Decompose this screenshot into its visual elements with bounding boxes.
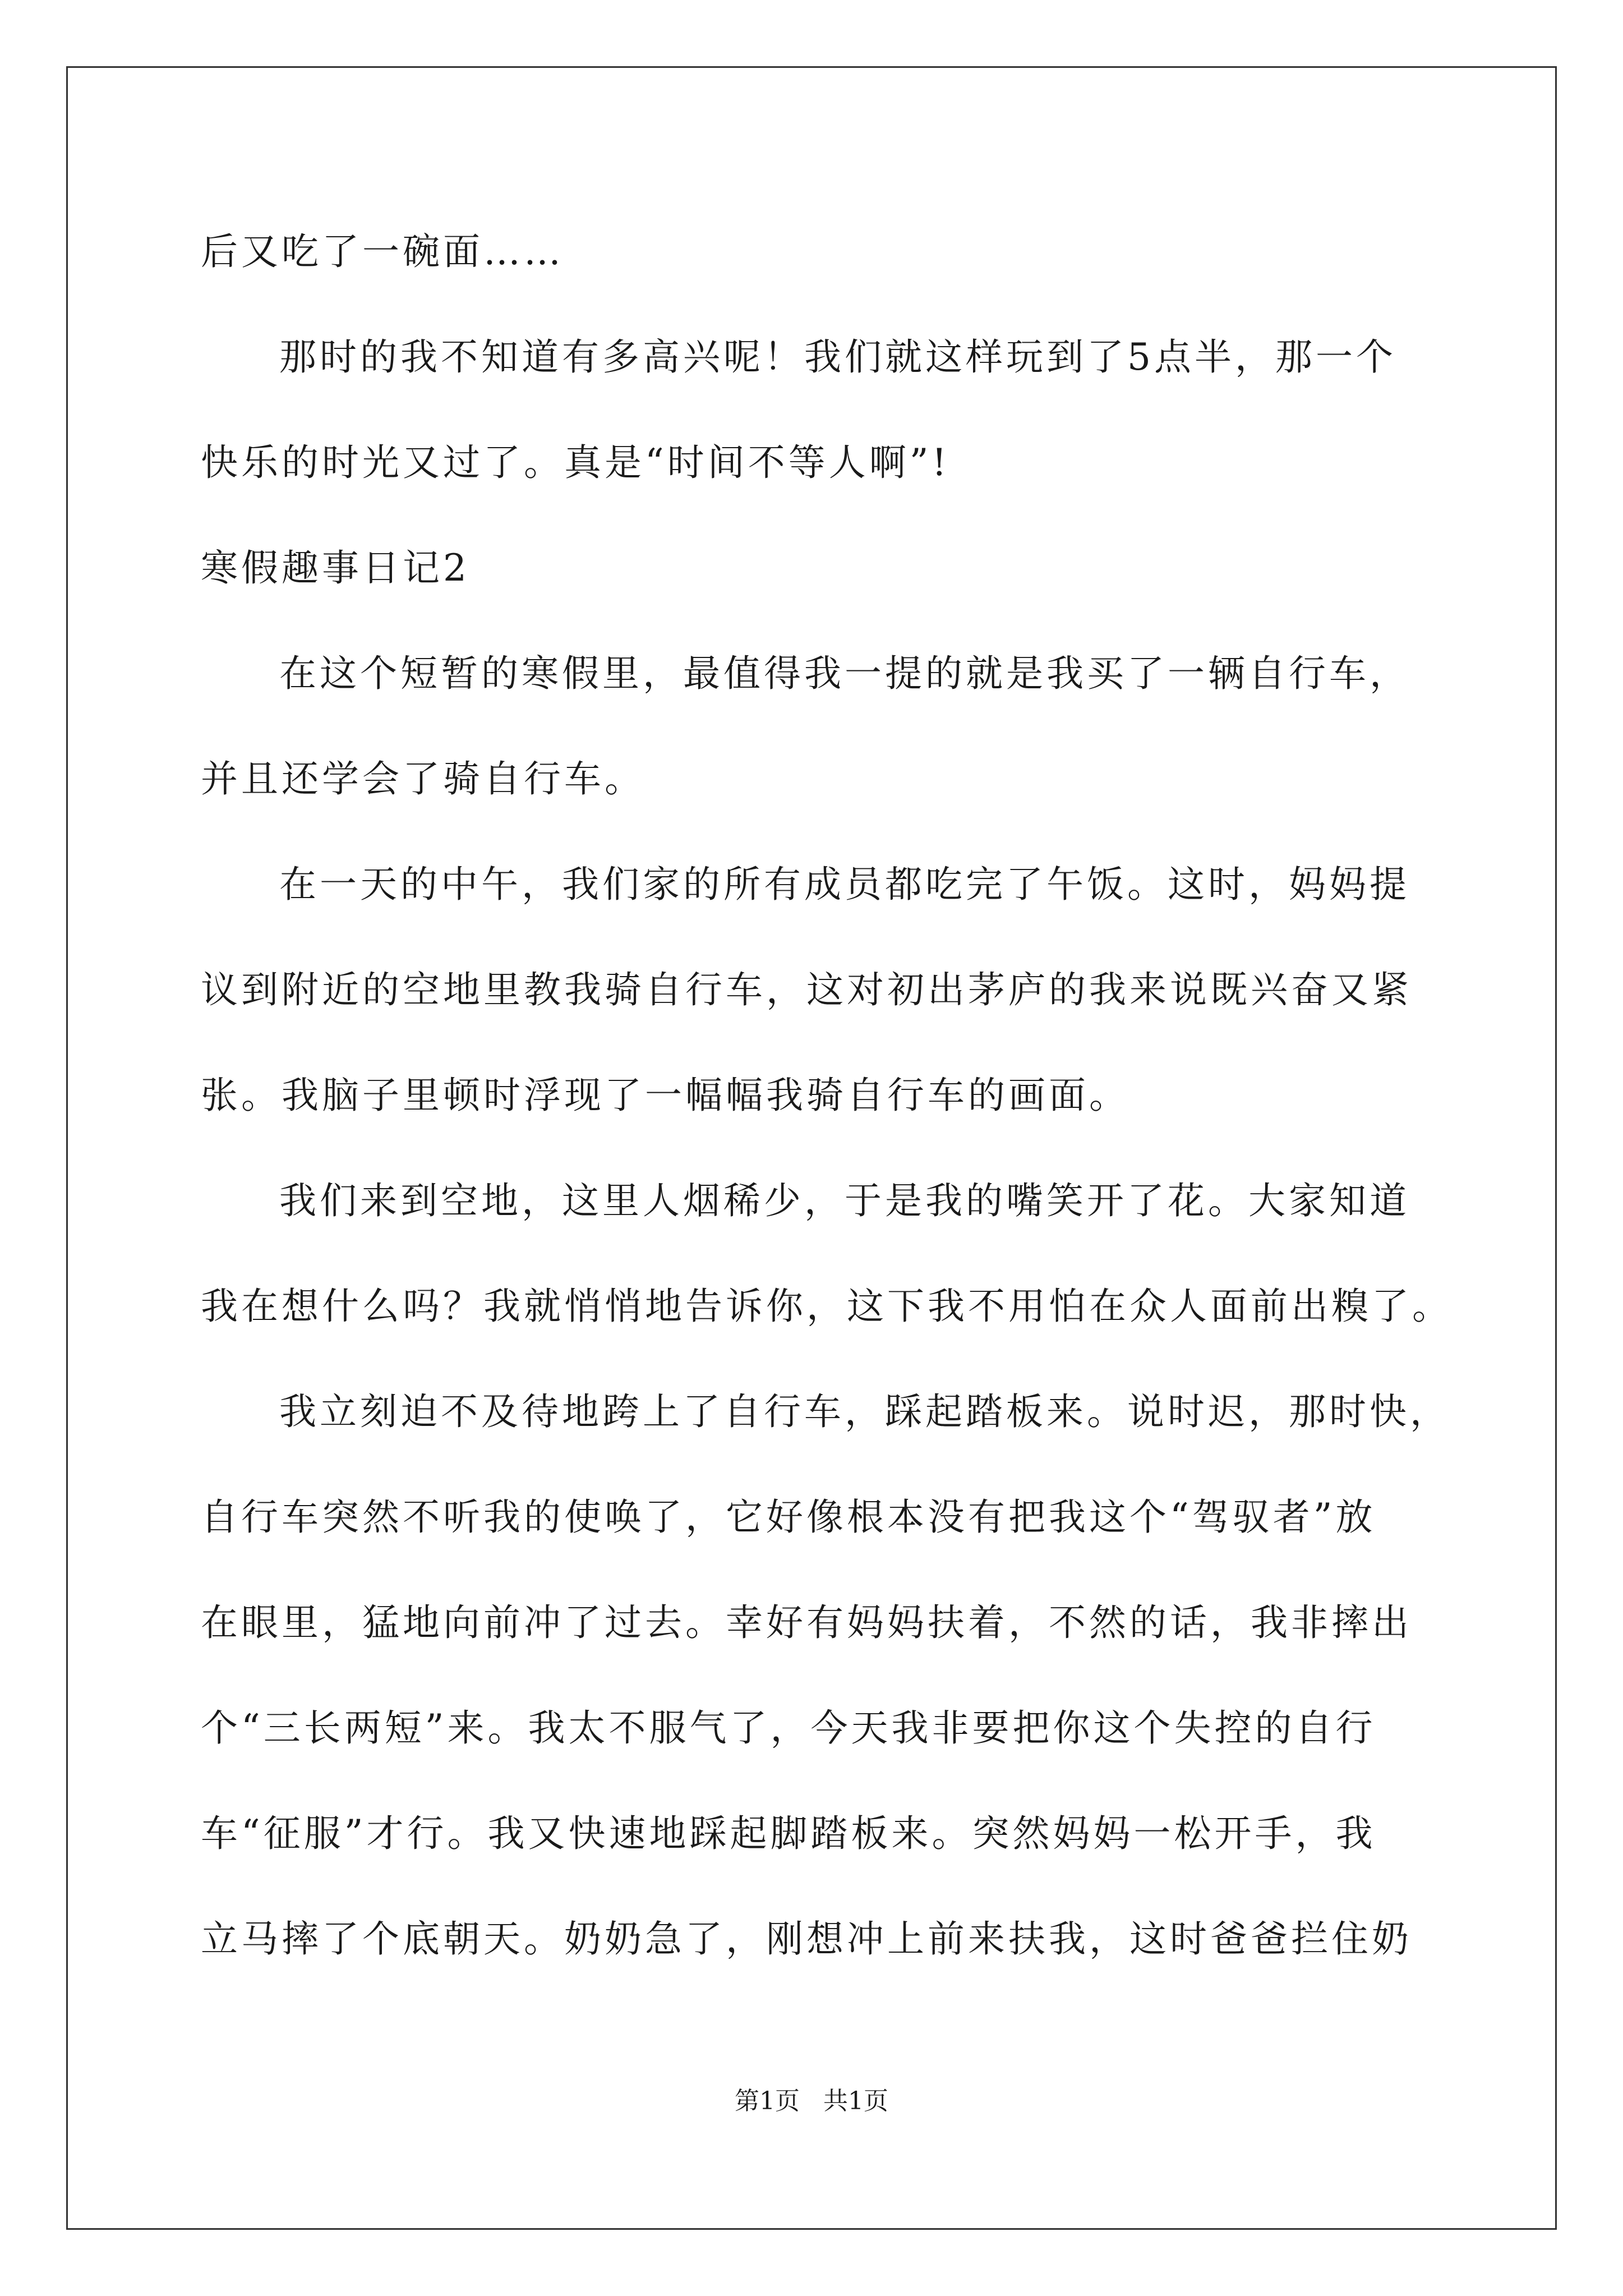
text-line: 并且还学会了骑自行车。: [201, 757, 645, 800]
text-line: 立马摔了个底朝天。奶奶急了，刚想冲上前来扶我，这时爸爸拦住奶: [201, 1917, 1412, 1961]
page-border: [66, 66, 1557, 2230]
text-line: 在眼里，猛地向前冲了过去。幸好有妈妈扶着，不然的话，我非摔出: [201, 1601, 1412, 1644]
text-line: 那时的我不知道有多高兴呢！我们就这样玩到了5点半，那一个: [279, 335, 1396, 379]
section-heading: 寒假趣事日记2: [201, 546, 470, 590]
text-line: 快乐的时光又过了。真是“时间不等人啊”!: [201, 441, 951, 484]
text-line: 我在想什么吗？我就悄悄地告诉你，这下我不用怕在众人面前出糗了。: [201, 1285, 1453, 1328]
text-line: 我们来到空地，这里人烟稀少，于是我的嘴笑开了花。大家知道: [279, 1179, 1410, 1222]
text-line: 在一天的中午，我们家的所有成员都吃完了午饭。这时，妈妈提: [279, 863, 1410, 906]
text-line: 议到附近的空地里教我骑自行车，这对初出茅庐的我来说既兴奋又紧: [201, 968, 1412, 1011]
text-line: 张。我脑子里顿时浮现了一幅幅我骑自行车的画面。: [201, 1074, 1129, 1117]
text-line: 在这个短暂的寒假里，最值得我一提的就是我买了一辆自行车，: [279, 652, 1410, 695]
text-line: 后又吃了一碗面……: [201, 230, 564, 273]
text-line: 自行车突然不听我的使唤了，它好像根本没有把我这个“驾驭者”放: [201, 1496, 1376, 1539]
page-number-footer: 第1页 共1页: [735, 2087, 888, 2115]
text-line: 个“三长两短”来。我太不服气了，今天我非要把你这个失控的自行: [201, 1706, 1376, 1750]
text-line: 我立刻迫不及待地跨上了自行车，踩起踏板来。说时迟，那时快，: [279, 1390, 1450, 1433]
text-line: 车“征服”才行。我又快速地踩起脚踏板来。突然妈妈一松开手，我: [201, 1812, 1376, 1855]
